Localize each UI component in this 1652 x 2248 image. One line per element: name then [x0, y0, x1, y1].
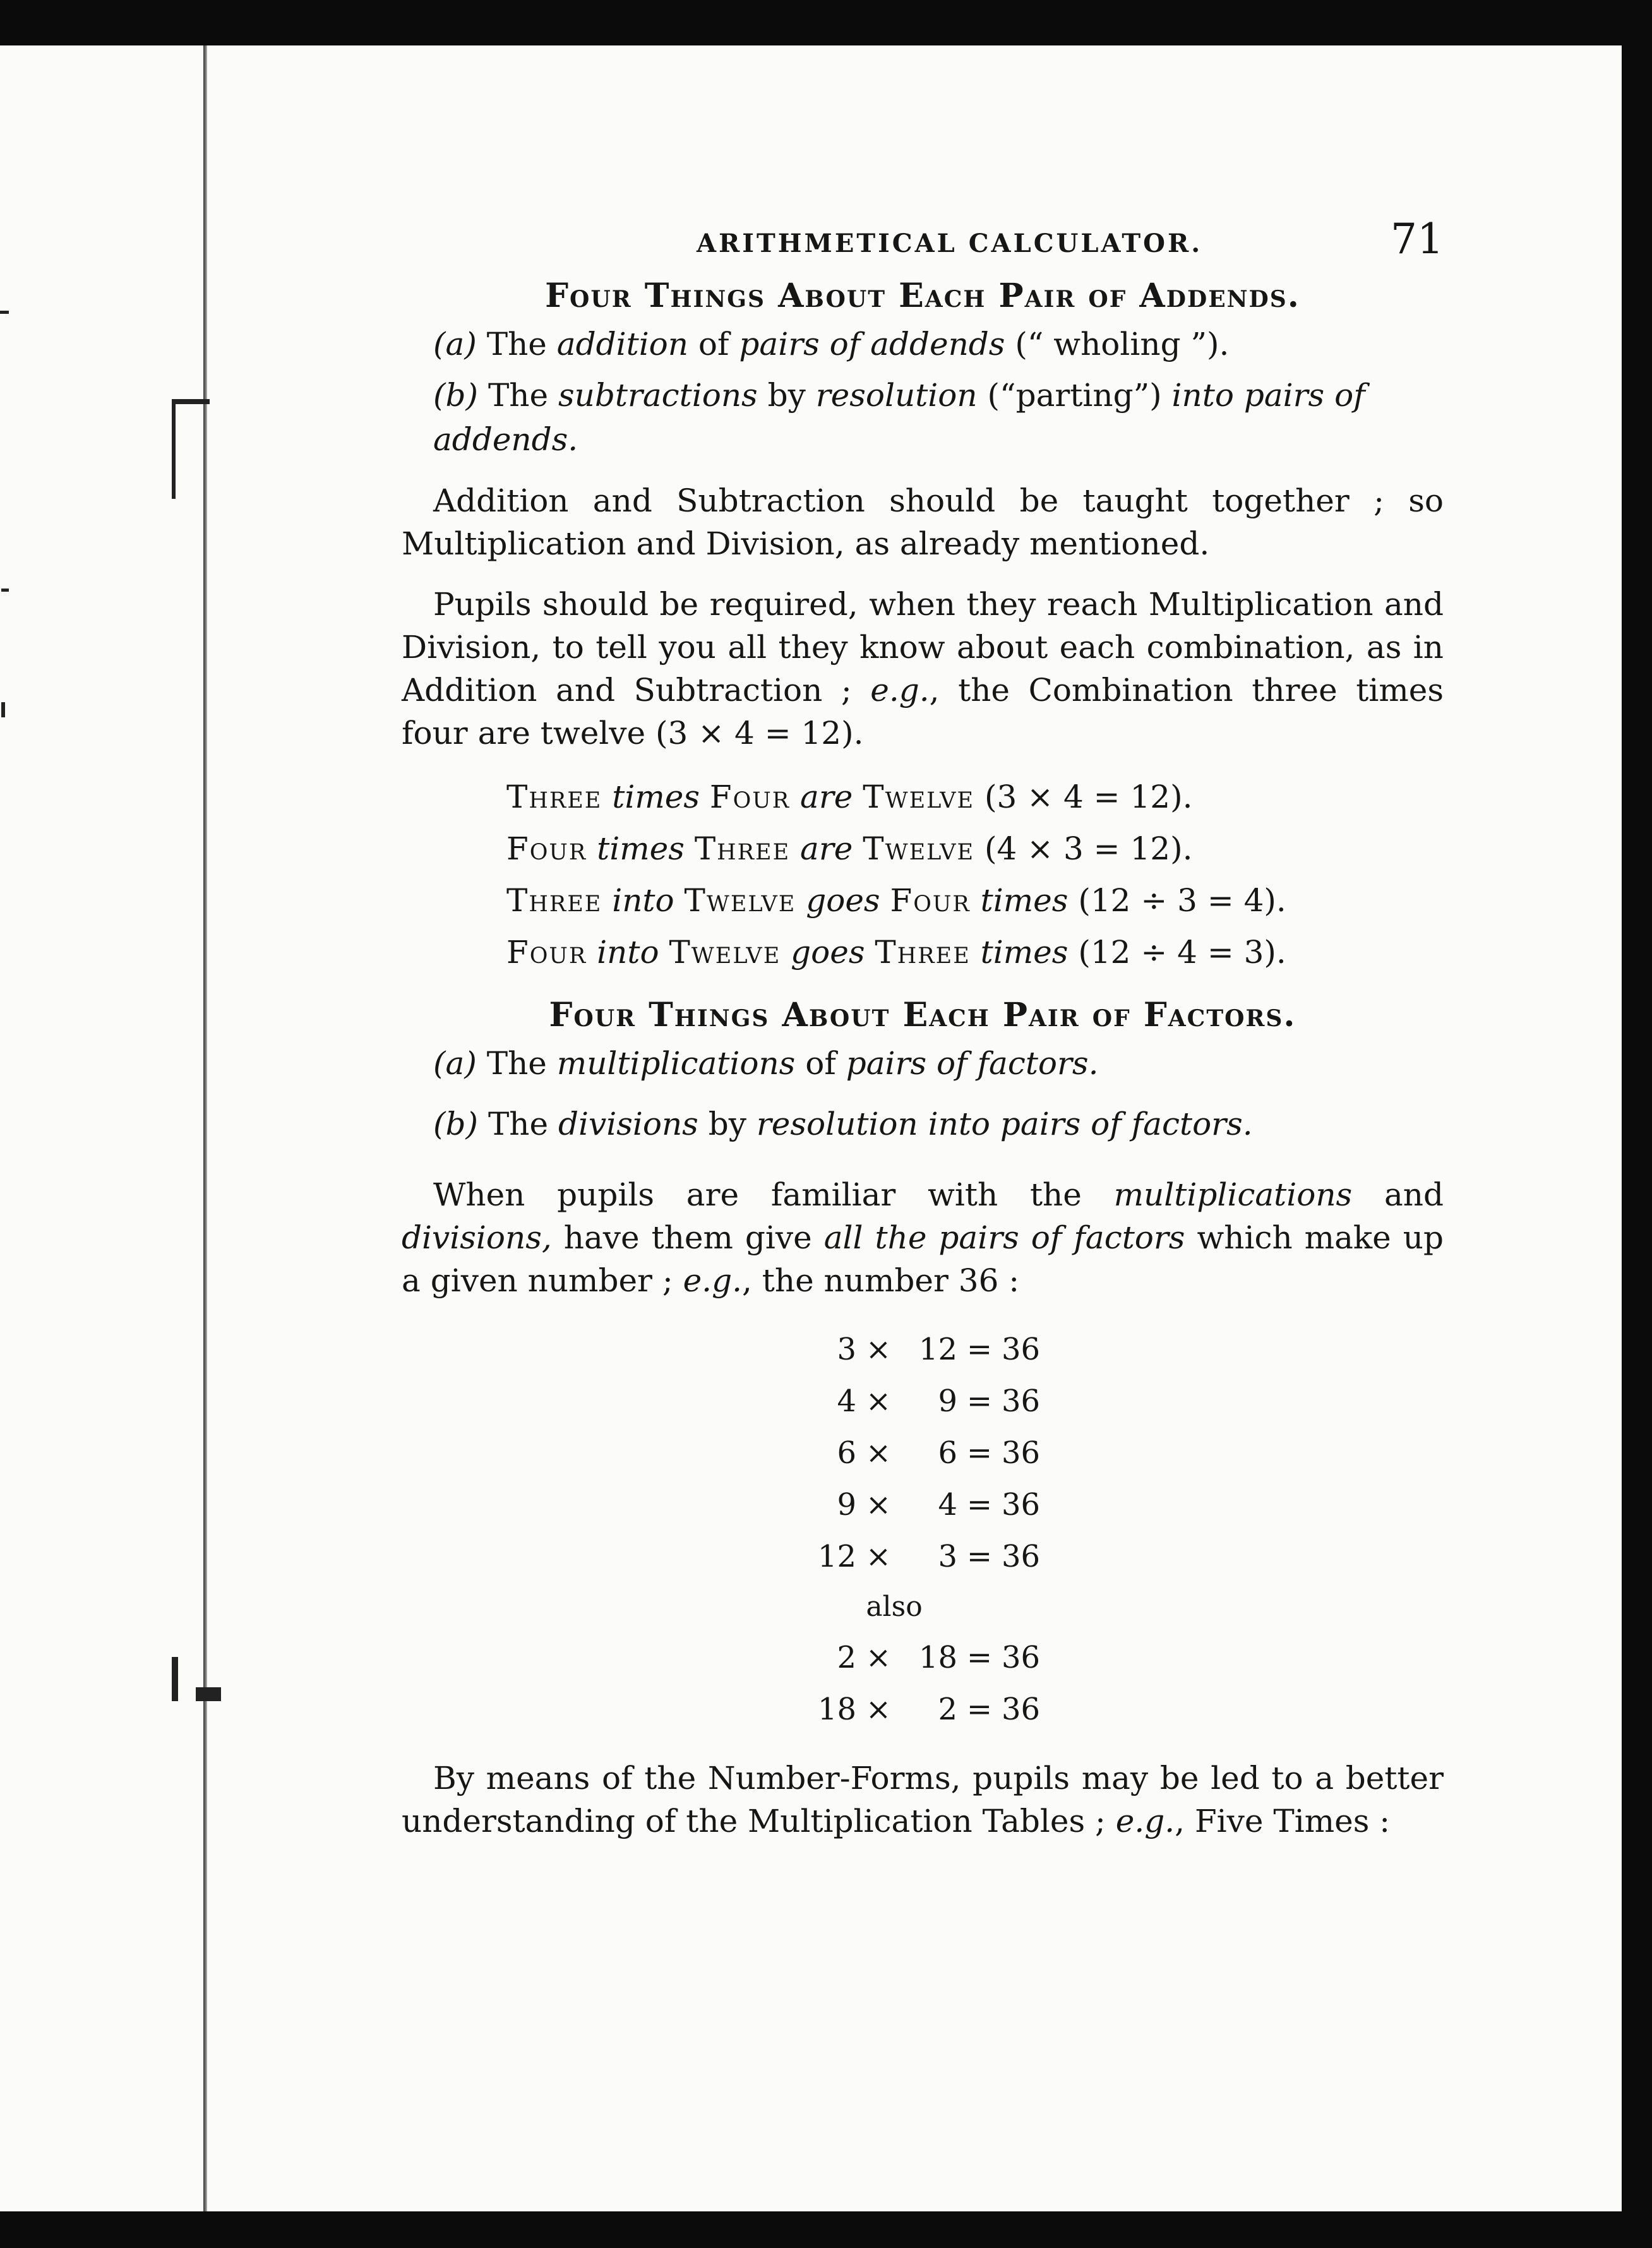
- edge-mark: [0, 311, 9, 314]
- list-item: (b) The divisions by resolution into pairs of factors.: [433, 1106, 1253, 1142]
- factor-row: 9 × 4 = 36: [837, 1487, 1041, 1522]
- paragraph: By means of the Number-Forms, pupils may be led to a better understanding of the Multiplication Tables ; e.g., Five Times :: [402, 1760, 1444, 1839]
- factor-table: [787, 1324, 1052, 1735]
- factor-row: 2 × 18 = 36: [837, 1640, 1041, 1675]
- factor-row: 3 × 12 = 36: [837, 1332, 1041, 1367]
- section-heading-addends: Four Things About Each Pair of Addends.: [545, 277, 1300, 315]
- factor-row: 6 × 6 = 36: [837, 1435, 1041, 1471]
- text-block: [402, 196, 1444, 1843]
- running-head: ARITHMETICAL CALCULATOR.: [697, 229, 1203, 258]
- binding-mark: [172, 404, 176, 499]
- list-item: (a) The multiplications of pairs of factors.: [433, 1045, 1099, 1082]
- page-header: [402, 196, 1444, 265]
- combination-row: Four into Twelve goes Three times (12 ÷ 4 = 3).: [506, 934, 1286, 971]
- page-number: 71: [1391, 215, 1444, 263]
- factor-row: 18 × 2 = 36: [817, 1692, 1041, 1727]
- factor-row: 4 × 9 = 36: [837, 1384, 1041, 1419]
- paragraph: Addition and Subtraction should be taught together ; so Multiplication and Division, as already mentioned.: [402, 482, 1444, 562]
- edge-mark: [1, 702, 5, 717]
- book-page: [0, 45, 1622, 2211]
- edge-mark: [1, 589, 9, 592]
- combination-row: Three into Twelve goes Four times (12 ÷ 3 = 4).: [506, 882, 1286, 919]
- also-label: also: [866, 1591, 923, 1623]
- binding-mark: [172, 399, 210, 404]
- binding-gutter: [203, 45, 207, 2211]
- paragraph: When pupils are familiar with the multiplications and divisions, have them give all the pairs of factors which make up a given number ; e.g., the number 36 :: [402, 1176, 1444, 1299]
- scan-border: [0, 2211, 1652, 2248]
- binding-mark: [172, 1657, 178, 1701]
- paragraph: Pupils should be required, when they reach Multiplication and Division, to tell you all they know about each combination, as in Addition and Subtraction ; e.g., the Combination three times four are twelve (3 × 4 = 12).: [402, 586, 1444, 751]
- section-heading-factors: Four Things About Each Pair of Factors.: [549, 996, 1296, 1034]
- combination-row: Four times Three are Twelve (4 × 3 = 12).: [506, 830, 1193, 867]
- factor-row: 12 × 3 = 36: [817, 1539, 1041, 1574]
- list-item: (b) The subtractions by resolution (“parting”) into pairs of addends.: [433, 377, 1365, 458]
- binding-mark: [196, 1687, 221, 1701]
- combination-row: Three times Four are Twelve (3 × 4 = 12).: [506, 779, 1193, 815]
- list-item: (a) The addition of pairs of addends (“ wholing ”).: [433, 326, 1230, 362]
- combination-list: [506, 771, 1444, 978]
